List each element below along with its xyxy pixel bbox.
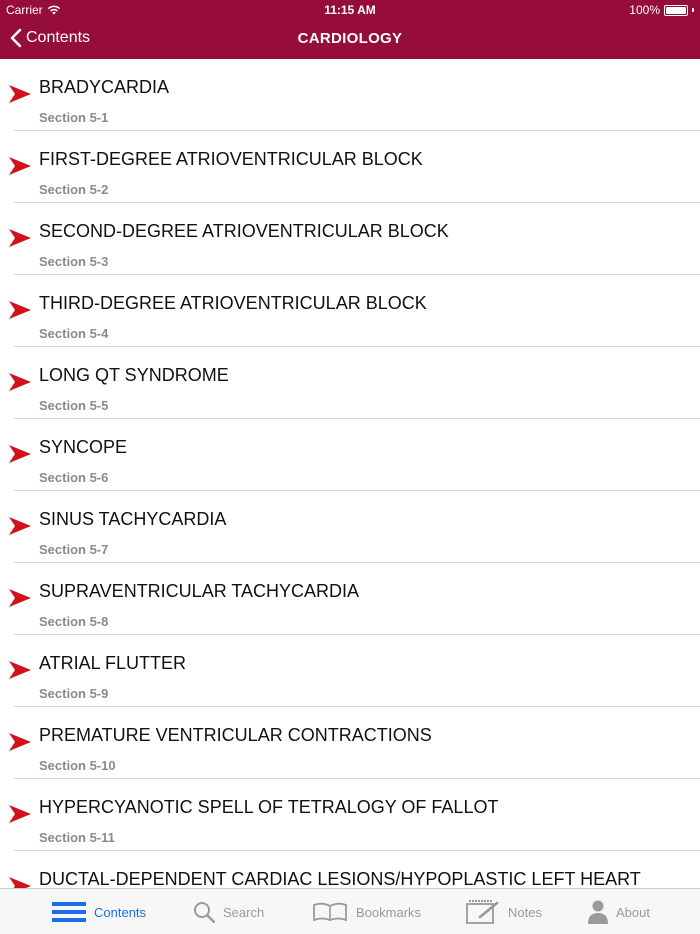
list-item-section: Section 5-7 xyxy=(39,542,109,557)
list-item[interactable] xyxy=(0,131,700,203)
person-icon xyxy=(588,900,608,924)
tab-notes[interactable] xyxy=(466,889,542,934)
carrier-label: Carrier xyxy=(6,3,43,17)
status-time: 11:15 AM xyxy=(324,3,376,17)
tab-label: Contents xyxy=(94,904,147,920)
list-item-section: Section 5-4 xyxy=(39,326,109,341)
chapter-list xyxy=(0,59,700,888)
tab-label: About xyxy=(616,904,650,920)
list-item-title: LONG QT SYNDROME xyxy=(39,365,229,385)
list-item-title: SECOND-DEGREE ATRIOVENTRICULAR BLOCK xyxy=(39,221,449,241)
notes-icon xyxy=(466,900,500,924)
list-item-title: SINUS TACHYCARDIA xyxy=(39,509,227,529)
list-item-section: Section 5-9 xyxy=(39,686,109,701)
arrow-icon xyxy=(9,229,31,247)
header xyxy=(0,0,700,59)
battery-icon xyxy=(664,5,688,16)
battery-percent: 100% xyxy=(629,3,660,17)
list-item[interactable] xyxy=(0,851,700,888)
arrow-icon xyxy=(9,517,31,535)
status-bar xyxy=(0,0,700,20)
arrow-icon xyxy=(9,589,31,607)
search-icon xyxy=(193,901,215,923)
list-icon xyxy=(52,901,86,923)
tab-label: Notes xyxy=(508,904,542,920)
list-item[interactable] xyxy=(0,203,700,275)
page-title: CARDIOLOGY xyxy=(297,30,403,47)
list-item-section: Section 5-2 xyxy=(39,182,109,197)
battery-cap xyxy=(692,8,694,12)
list-item-section: Section 5-11 xyxy=(39,830,115,845)
list-item-title: DUCTAL-DEPENDENT CARDIAC LESIONS/HYPOPLASTIC LEFT HEART xyxy=(39,869,641,888)
list-item-section: Section 5-3 xyxy=(39,254,109,269)
list-item[interactable] xyxy=(0,59,700,131)
tab-contents[interactable] xyxy=(52,889,146,934)
list-item-section: Section 5-1 xyxy=(39,110,109,125)
arrow-icon xyxy=(9,373,31,391)
list-item-section: Section 5-6 xyxy=(39,470,109,485)
arrow-icon xyxy=(9,877,31,888)
list-item[interactable] xyxy=(0,347,700,419)
list-item-section: Section 5-5 xyxy=(39,398,109,413)
tab-search[interactable] xyxy=(193,889,264,934)
arrow-icon xyxy=(9,661,31,679)
list-item-title: BRADYCARDIA xyxy=(39,77,170,97)
tab-label: Search xyxy=(223,904,265,920)
list-item[interactable] xyxy=(0,419,700,491)
tab-bookmarks[interactable] xyxy=(312,889,421,934)
list-item-title: SUPRAVENTRICULAR TACHYCARDIA xyxy=(39,581,360,601)
list-item[interactable] xyxy=(0,635,700,707)
arrow-icon xyxy=(9,445,31,463)
list-item[interactable] xyxy=(0,563,700,635)
status-battery xyxy=(629,3,694,17)
list-item-section: Section 5-8 xyxy=(39,614,109,629)
list-item-section: Section 5-10 xyxy=(39,758,116,773)
list-item-title: HYPERCYANOTIC SPELL OF TETRALOGY OF FALLOT xyxy=(39,797,499,817)
book-icon xyxy=(312,902,348,922)
list-item-title: PREMATURE VENTRICULAR CONTRACTIONS xyxy=(39,725,432,745)
arrow-icon xyxy=(9,85,31,103)
tab-label: Bookmarks xyxy=(356,904,422,920)
arrow-icon xyxy=(9,805,31,823)
arrow-icon xyxy=(9,157,31,175)
arrow-icon xyxy=(9,733,31,751)
list-item[interactable] xyxy=(0,491,700,563)
back-button-label: Contents xyxy=(26,29,91,46)
list-item-title: THIRD-DEGREE ATRIOVENTRICULAR BLOCK xyxy=(39,293,427,313)
list-item[interactable] xyxy=(0,275,700,347)
list-item-title: ATRIAL FLUTTER xyxy=(39,653,187,673)
list-item-title: SYNCOPE xyxy=(39,437,128,457)
list-item-title: FIRST-DEGREE ATRIOVENTRICULAR BLOCK xyxy=(39,149,423,169)
tab-about[interactable] xyxy=(588,889,650,934)
list-item[interactable] xyxy=(0,779,700,851)
arrow-icon xyxy=(9,301,31,319)
tab-bar xyxy=(0,888,700,934)
list-item[interactable] xyxy=(0,707,700,779)
